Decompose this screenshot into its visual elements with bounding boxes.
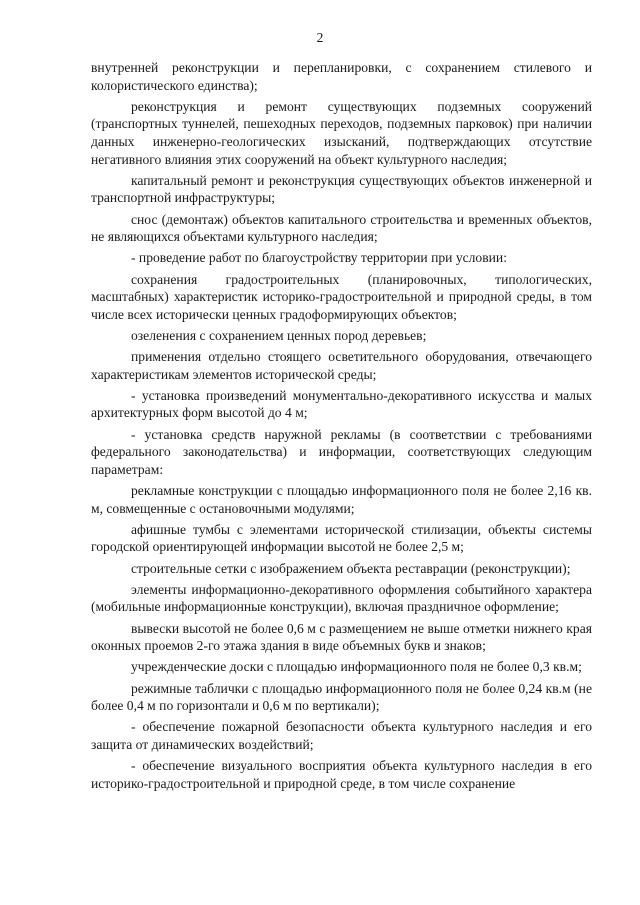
paragraph: капитальный ремонт и реконструкция существующих объектов инженерной и транспортной инфраструктуры;	[91, 172, 592, 206]
page-number: 2	[316, 30, 324, 45]
paragraph: афишные тумбы с элементами исторической стилизации, объекты системы городской ориентирующей информации высотой не более 2,5 м;	[91, 521, 592, 555]
paragraph: - обеспечение пожарной безопасности объекта культурного наследия и его защита от динамических воздействий;	[91, 719, 592, 752]
paragraph: - обеспечение визуального восприятия объекта культурного наследия в его историко-градостроительной и природной среде, в том числе сохранение	[91, 758, 592, 791]
paragraph: внутренней реконструкции и перепланировки, с сохранением стилевого и колористического единства);	[91, 60, 592, 93]
paragraph: вывески высотой не более 0,6 м с размещением не выше отметки нижнего края оконных проемов 2-го этажа здания в виде объемных букв и знаков;	[91, 620, 592, 654]
paragraph: элементы информационно-декоративного оформления событийного характера (мобильные информационные конструкции), включая праздничное оформление;	[91, 581, 592, 615]
paragraph: озеленения с сохранением ценных пород деревьев;	[131, 327, 427, 343]
paragraph: - установка произведений монументально-декоративного искусства и малых архитектурных форм высотой до 4 м;	[91, 387, 592, 421]
paragraph: строительные сетки с изображением объекта реставрации (реконструкции);	[131, 560, 571, 576]
document-body	[91, 59, 592, 792]
paragraph: снос (демонтаж) объектов капитального строительства и временных объектов, не являющихся объектами культурного наследия;	[91, 211, 592, 245]
paragraph: - установка средств наружной рекламы (в соответствии с требованиями федерального законодательства) и информации, соответствующих следующим параметрам:	[91, 426, 592, 477]
paragraph: учрежденческие доски с площадью информационного поля не более 0,3 кв.м;	[131, 659, 582, 675]
paragraph: рекламные конструкции с площадью информационного поля не более 2,16 кв. м, совмещенные с остановочными модулями;	[91, 483, 592, 516]
paragraph: применения отдельно стоящего осветительного оборудования, отвечающего характеристикам элементов исторической среды;	[91, 349, 592, 382]
paragraph: режимные таблички с площадью информационного поля не более 0,24 кв.м (не более 0,4 м по горизонтали и 0,6 м по вертикали);	[91, 680, 592, 714]
paragraph: сохранения градостроительных (планировочных, типологических, масштабных) характеристик историко-градостроительной и природной среды, в том числе всех исторически ценных градоформирующих объектов;	[91, 271, 592, 322]
paragraph: реконструкция и ремонт существующих подземных сооружений (транспортных туннелей, пешеходных переходов, подземных парковок) при наличии данных инженерно-геологических изысканий, подтверждающих отсутствие негативного влияния этих сооружений на объект культурного наследия;	[91, 98, 592, 167]
paragraph: - проведение работ по благоустройству территории при условии:	[131, 250, 507, 266]
